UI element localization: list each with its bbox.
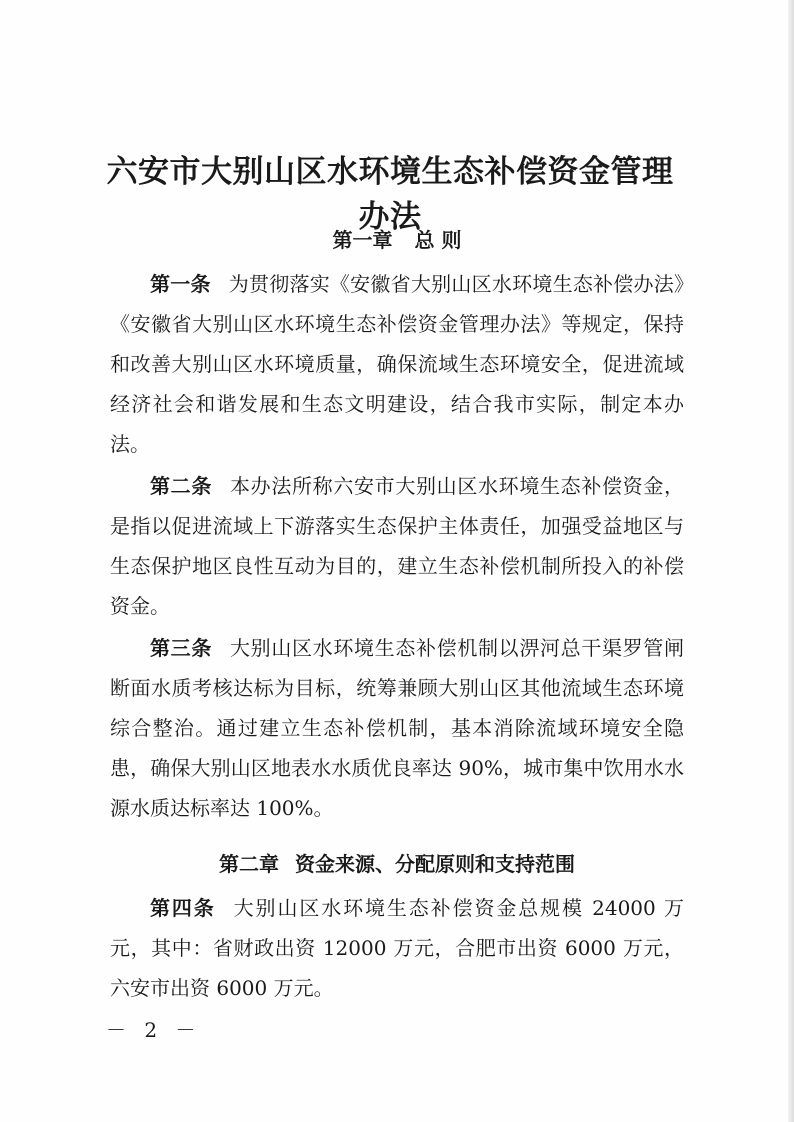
article-2-text: 本办法所称六安市大别山区水环境生态补偿资金，是指以促进流域上下游落实生态保护主体责任，加强受益地区与生态保护地区良性互动为目的，建立生态补偿机制所投入的补偿资金。 bbox=[110, 474, 684, 618]
article-3-text: 大别山区水环境生态补偿机制以淠河总干渠罗管闸断面水质考核达标为目标，统筹兼顾大别山区其他流域生态环境综合整治。通过建立生态补偿机制，基本消除流域环境安全隐患，确保大别山区地表水水质优良率达 90%，城市集中饮用水水源水质达标率达 100%。 bbox=[110, 636, 684, 820]
article-3 bbox=[110, 628, 684, 828]
article-3-label: 第三条 bbox=[150, 636, 212, 660]
article-4-label: 第四条 bbox=[150, 896, 216, 920]
page-number: － 2 － bbox=[106, 1018, 202, 1042]
page-edge-shadow bbox=[788, 0, 794, 1122]
chapter-1-name: 总 则 bbox=[414, 228, 462, 252]
article-4 bbox=[110, 888, 684, 1008]
chapter-2-heading bbox=[110, 848, 684, 877]
article-4-text: 大别山区水环境生态补偿资金总规模 24000 万元，其中：省财政出资 12000 万元，合肥市出资 6000 万元，六安市出资 6000 万元。 bbox=[110, 896, 685, 1000]
chapter-2-number: 第二章 bbox=[219, 852, 279, 876]
document-title: 六安市大别山区水环境生态补偿资金管理办法 bbox=[106, 154, 674, 235]
chapter-1-heading bbox=[110, 224, 684, 253]
article-1 bbox=[110, 264, 684, 464]
article-2 bbox=[110, 466, 684, 626]
article-1-label: 第一条 bbox=[150, 272, 211, 296]
chapter-1-number: 第一章 bbox=[332, 228, 393, 252]
chapter-2-name: 资金来源、分配原则和支持范围 bbox=[295, 852, 575, 876]
article-1-text: 为贯彻落实《安徽省大别山区水环境生态补偿办法》《安徽省大别山区水环境生态补偿资金管理办法》等规定，保持和改善大别山区水环境质量，确保流域生态环境安全，促进流域经济社会和谐发展和生态文明建设，结合我市实际，制定本办法。 bbox=[110, 272, 685, 456]
article-2-label: 第二条 bbox=[150, 474, 212, 498]
